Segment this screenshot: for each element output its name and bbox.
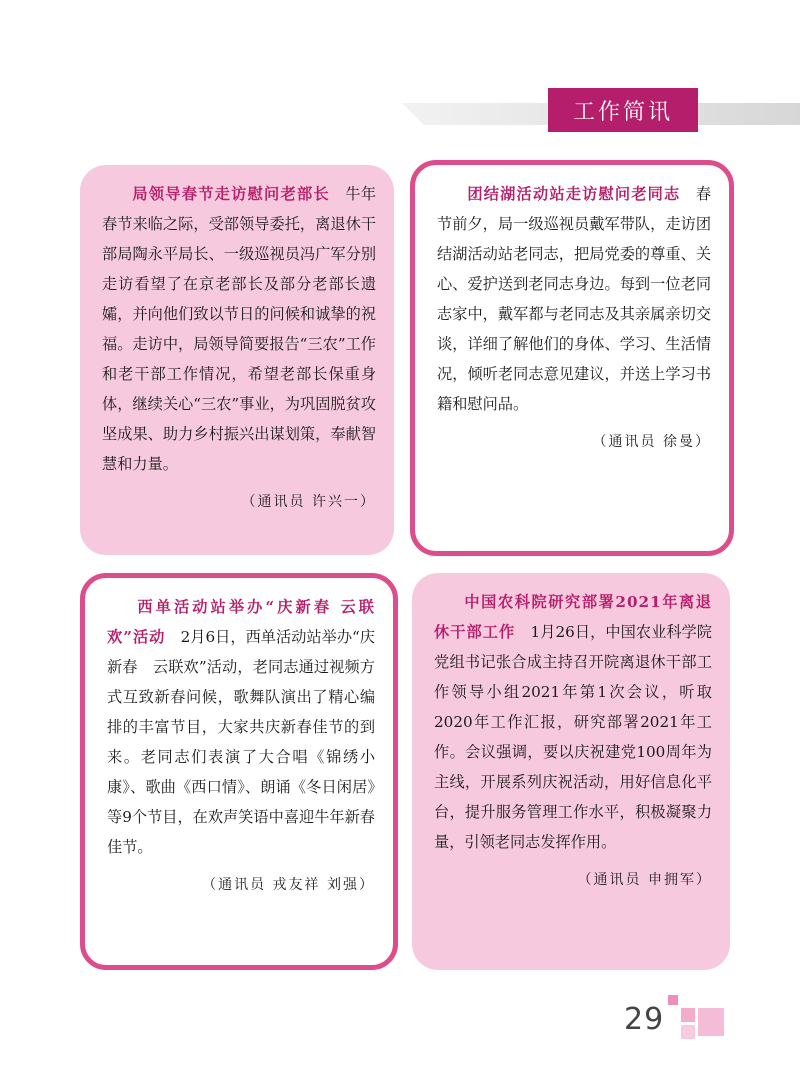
news-headline: 西单活动站举办“庆新春 云联欢”活动 [107,598,375,646]
news-card-3 [80,573,398,970]
news-text [107,592,375,862]
section-title: 工作简讯 [548,88,698,132]
news-byline: （通讯员 许兴一） [241,494,376,510]
news-byline: （通讯员 申拥军） [577,872,712,888]
news-headline: 团结湖活动站走访慰问老同志 [467,185,681,203]
news-body: 1月26日，中国农业科学院党组书记张合成主持召开院离退休干部工作领导小组2021年第1次会议，听取2020年工作汇报，研究部署2021年工作。会议强调，要以庆祝建党100周年为主线，开展系列庆祝活动，用好信息化平台，提升服务管理工作水平，积极凝聚力量，引领老同志发挥作用。 [434,623,712,851]
news-headline: 中国农科院研究部署2021年离退休干部工作 [434,593,712,641]
page-number: 29 [624,1002,665,1037]
news-body: 牛年春节来临之际，受部领导委托，离退休干部局陶永平局长、一级巡视员冯广军分别走访看望了在京老部长及部分老部长遗孀，并向他们致以节日的问候和诚挚的祝福。走访中，局领导简要报告“三农”工作和老干部工作情况，希望老部长保重身体，继续关心“三农”事业，为巩固脱贫攻坚成果、助力乡村振兴出谋划策，奉献智慧和力量。 [102,185,377,473]
decor-square [698,1008,724,1036]
news-body: 2月6日，西单活动站举办“庆新春 云联欢”活动，老同志通过视频方式互致新春问候，歌舞队演出了精心编排的丰富节目，大家共庆新春佳节的到来。老同志们表演了大合唱《锦绣小康》、歌曲《西口情》、朗诵《冬日闲居》等9个节目，在欢声笑语中喜迎牛年新春佳节。 [107,628,375,856]
news-body: 春节前夕，局一级巡视员戴军带队，走访团结湖活动站老同志，把局党委的尊重、关心、爱护送到老同志身边。每到一位老同志家中，戴军都与老同志及其亲属亲切交谈，详细了解他们的身体、学习、生活情况，倾听老同志意见建议，并送上学习书籍和慰问品。 [437,185,712,413]
decor-square [668,995,678,1005]
news-headline: 局领导春节走访慰问老部长 [132,185,330,203]
decor-square [681,1008,695,1022]
news-card-1 [80,165,394,555]
news-card-4 [412,573,730,970]
news-byline: （通讯员 戎友祥 刘强） [202,877,375,893]
news-text [102,179,376,479]
news-text [437,179,711,419]
news-card-2 [410,160,734,556]
news-text [434,587,712,857]
decor-square [681,1025,695,1039]
news-byline: （通讯员 徐曼） [592,434,711,450]
